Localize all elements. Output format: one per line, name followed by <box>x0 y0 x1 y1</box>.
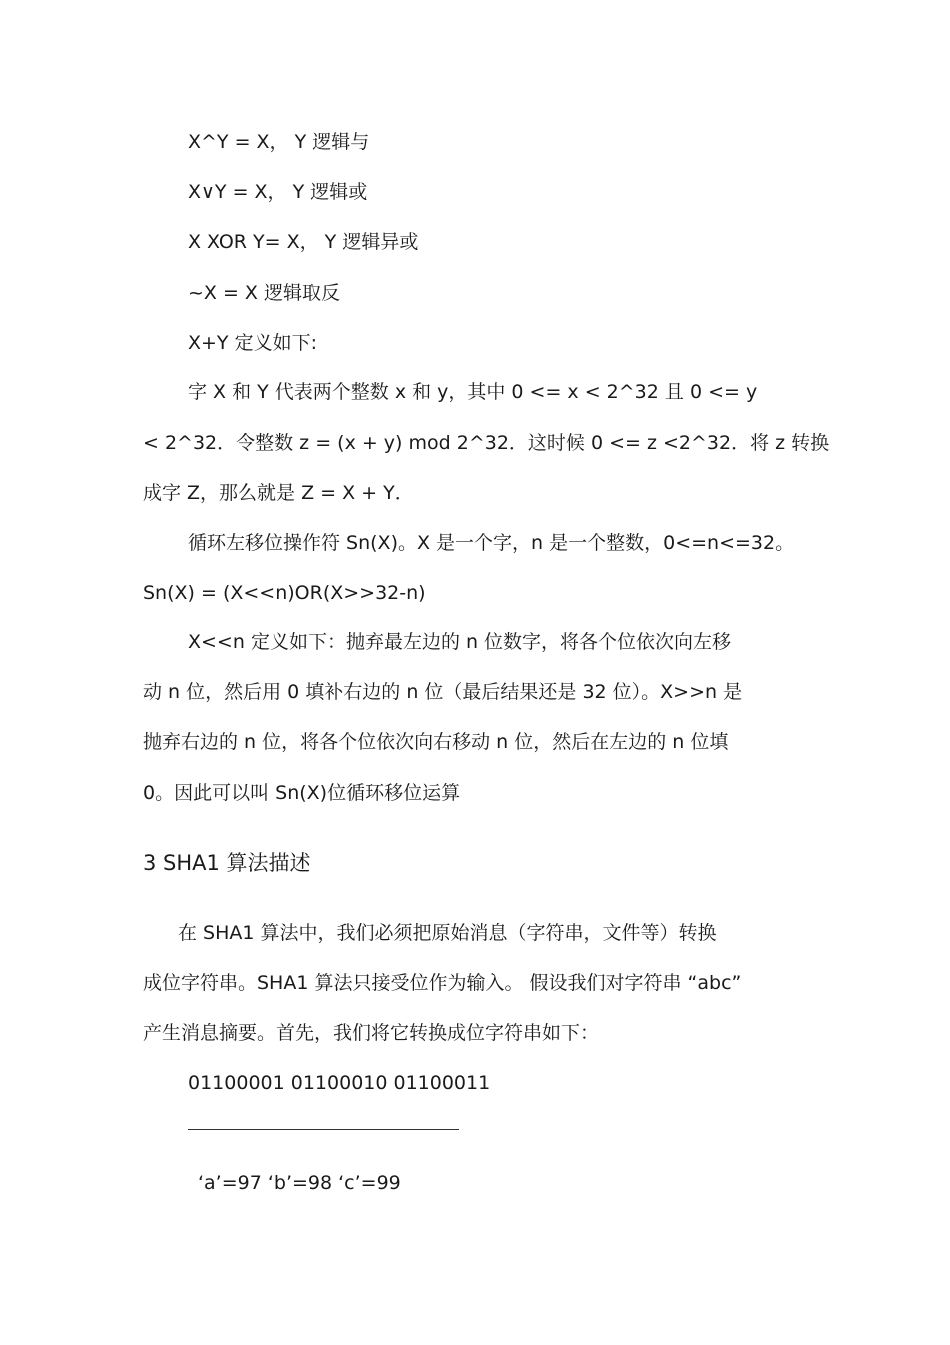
paragraph-line: 产生消息摘要。首先，我们将它转换成位字符串如下： <box>143 1022 600 1044</box>
paragraph-line: Sn(X) = (X<<n)OR(X>>32-n) <box>143 582 426 604</box>
paragraph-line: 字 X 和 Y 代表两个整数 x 和 y，其中 0 <= x < 2^32 且 0 <= y <box>188 381 758 403</box>
paragraph-line: 在 SHA1 算法中，我们必须把原始消息（字符串，文件等）转换 <box>178 922 717 944</box>
paragraph-line: 抛弃右边的 n 位，将各个位依次向右移动 n 位，然后在左边的 n 位填 <box>143 731 729 753</box>
section-heading: 3 SHA1 算法描述 <box>143 851 311 875</box>
paragraph-line: X<<n 定义如下：抛弃最左边的 n 位数字，将各个位依次向左移 <box>188 631 732 653</box>
addition-def-line: X+Y 定义如下: <box>188 332 317 354</box>
paragraph-line: 动 n 位，然后用 0 填补右边的 n 位（最后结果还是 32 位）。X>>n 是 <box>143 681 743 703</box>
paragraph-line: 成字 Z，那么就是 Z = X + Y． <box>143 482 414 504</box>
logic-xor-line: X XOR Y= X， Y 逻辑异或 <box>188 231 419 253</box>
char-codes: ‘a’=97 ‘b’=98 ‘c’=99 <box>198 1172 401 1194</box>
divider <box>188 1129 459 1130</box>
logic-not-line: ~X = X 逻辑取反 <box>188 282 340 304</box>
paragraph-line: 0。因此可以叫 Sn(X)位循环移位运算 <box>143 782 461 804</box>
bit-string: 01100001 01100010 01100011 <box>188 1072 491 1094</box>
paragraph-line: 成位字符串。SHA1 算法只接受位作为输入。 假设我们对字符串 “abc” <box>143 972 742 994</box>
paragraph-line: < 2^32．令整数 z = (x + y) mod 2^32．这时候 0 <= z <2^32．将 z 转换 <box>143 432 830 454</box>
paragraph-line: 循环左移位操作符 Sn(X)。X 是一个字，n 是一个整数，0<=n<=32。 <box>188 532 795 554</box>
logic-and-line: X^Y = X， Y 逻辑与 <box>188 131 370 153</box>
logic-or-line: X∨Y = X， Y 逻辑或 <box>188 181 368 203</box>
